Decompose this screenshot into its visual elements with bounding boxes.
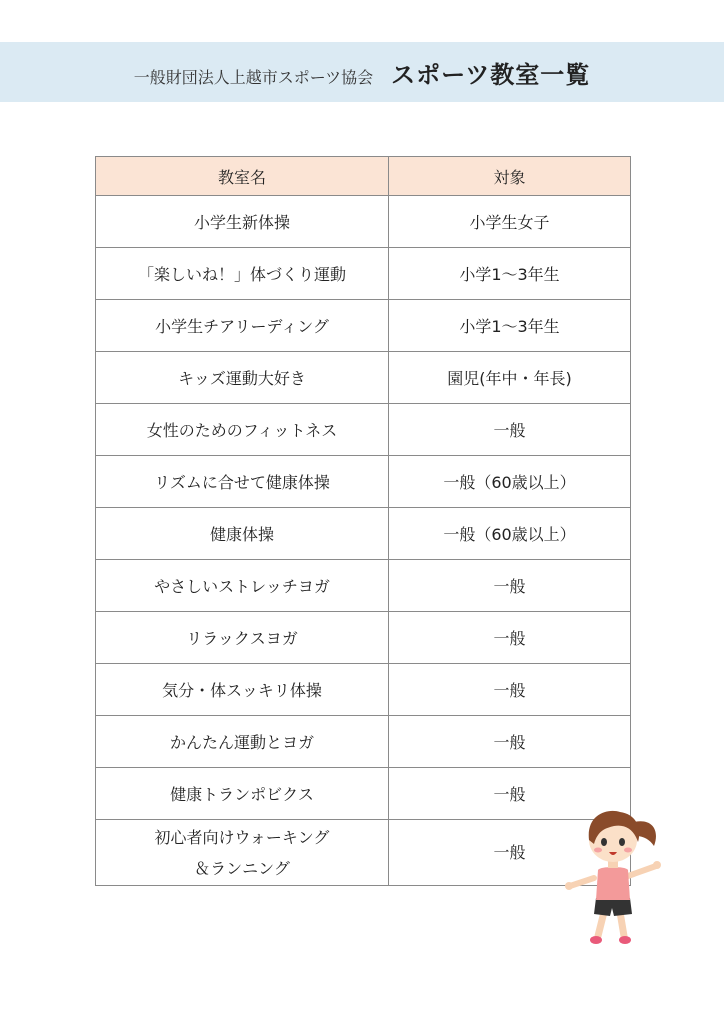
class-name-cell: 小学生チアリーディング <box>96 300 389 352</box>
table-row <box>96 456 631 508</box>
class-name-cell: やさしいストレッチヨガ <box>96 560 389 612</box>
class-name-cell: 気分・体スッキリ体操 <box>96 664 389 716</box>
page-title: スポーツ教室一覧 <box>391 60 591 89</box>
target-cell: 一般 <box>389 560 631 612</box>
class-name-cell: キッズ運動大好き <box>96 352 389 404</box>
class-name-line: ＆ランニング <box>194 858 290 878</box>
class-name-cell: リラックスヨガ <box>96 612 389 664</box>
table-row <box>96 404 631 456</box>
target-cell: 一般 <box>389 404 631 456</box>
table-row <box>96 768 631 820</box>
class-name-line: 初心者向けウォーキング <box>154 827 330 847</box>
class-name-cell: 「楽しいね！」体づくり運動 <box>96 248 389 300</box>
running-girl-mascot-icon <box>564 800 664 950</box>
target-cell: 一般（60歳以上） <box>389 508 631 560</box>
column-header-target: 対象 <box>389 157 631 196</box>
class-name-cell: 女性のためのフィットネス <box>96 404 389 456</box>
class-list-table <box>95 156 631 886</box>
target-cell: 小学1～3年生 <box>389 300 631 352</box>
table-header-row <box>96 157 631 196</box>
target-cell: 一般（60歳以上） <box>389 456 631 508</box>
target-cell: 小学生女子 <box>389 196 631 248</box>
class-name-cell: 小学生新体操 <box>96 196 389 248</box>
class-name-cell: かんたん運動とヨガ <box>96 716 389 768</box>
table-row <box>96 560 631 612</box>
header-band <box>0 42 724 102</box>
table-row <box>96 352 631 404</box>
target-cell: 一般 <box>389 820 631 886</box>
target-cell: 一般 <box>389 716 631 768</box>
class-name-cell: 健康トランポビクス <box>96 768 389 820</box>
class-name-cell <box>96 820 389 886</box>
target-cell: 小学1～3年生 <box>389 248 631 300</box>
column-header-class-name: 教室名 <box>96 157 389 196</box>
table-row <box>96 196 631 248</box>
class-name-cell: 健康体操 <box>96 508 389 560</box>
table-row <box>96 820 631 886</box>
table-row <box>96 716 631 768</box>
target-cell: 一般 <box>389 768 631 820</box>
target-cell: 一般 <box>389 612 631 664</box>
table-row <box>96 508 631 560</box>
organization-name: 一般財団法人上越市スポーツ協会 <box>133 67 374 87</box>
table-row <box>96 300 631 352</box>
table-row <box>96 248 631 300</box>
table-row <box>96 612 631 664</box>
target-cell: 園児(年中・年長) <box>389 352 631 404</box>
class-name-cell: リズムに合せて健康体操 <box>96 456 389 508</box>
target-cell: 一般 <box>389 664 631 716</box>
table-row <box>96 664 631 716</box>
